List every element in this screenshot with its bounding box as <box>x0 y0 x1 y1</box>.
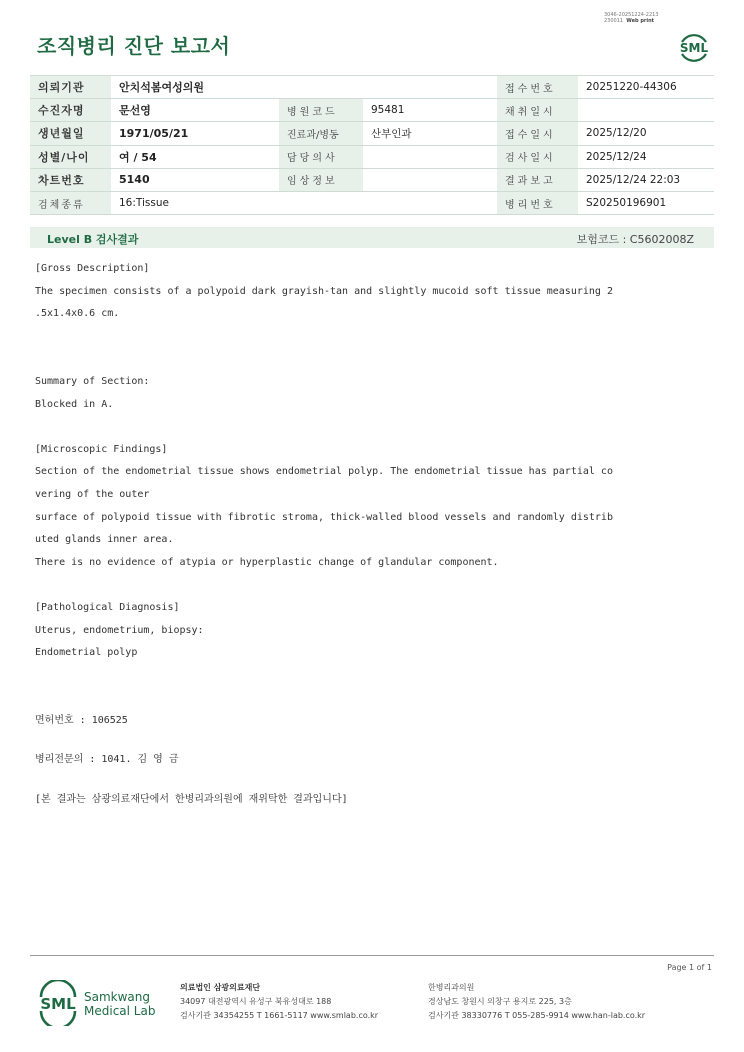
label-patient-name: 수진자명 <box>30 99 111 122</box>
footer-org-samkwang: 의료법인 삼광의료재단 34097 대전광역시 유성구 북유성대로 188 검사기관 34354255 T 1661-5117 www.smlab.co.kr <box>180 983 379 1020</box>
info-row <box>30 122 714 145</box>
sml-logo-icon <box>674 26 714 66</box>
label-receipt-number: 접수번호 <box>497 76 578 99</box>
result-section-bar <box>30 227 714 248</box>
label-collection-date: 채취일시 <box>497 99 578 122</box>
clinical-info <box>363 168 497 191</box>
label-clinical-info: 임상정보 <box>279 168 363 191</box>
label-department: 진료과/병동 <box>279 122 363 145</box>
gross-text: The specimen consists of a polypoid dark grayish-tan and slightly mucoid soft tissue measuring 2 <box>35 285 613 297</box>
page-number: Page 1 of 1 <box>667 963 712 972</box>
label-physician: 담당의사 <box>279 145 363 168</box>
label-birth-date: 생년월일 <box>30 122 111 145</box>
collection-date <box>578 99 714 122</box>
patient-name: 문선영 <box>111 99 279 122</box>
pathology-number: S20250196901 <box>578 191 714 214</box>
sex-age: 여 / 54 <box>111 145 279 168</box>
info-row <box>30 99 714 122</box>
svg-text:SML: SML <box>679 41 709 55</box>
gross-text: .5x1.4x0.6 cm. <box>35 308 120 320</box>
micro-text: vering of the outer <box>35 488 150 500</box>
report-title: 조직병리 진단 보고서 <box>37 34 231 58</box>
result-report: 2025/12/24 22:03 <box>578 168 714 191</box>
license-number: 면허번호 : 106525 <box>35 714 128 726</box>
footer-divider <box>30 955 714 956</box>
info-row <box>30 145 714 168</box>
micro-text: Section of the endometrial tissue shows endometrial polyp. The endometrial tissue has partial co <box>35 466 613 478</box>
label-sex-age: 성별/나이 <box>30 145 111 168</box>
outsourcing-note: [본 결과는 삼광의료재단에서 한병리과의원에 재위탁한 결과입니다] <box>35 794 348 806</box>
micro-text: uted glands inner area. <box>35 534 174 546</box>
label-test-date: 검사일시 <box>497 145 578 168</box>
summary-title: Summary of Section: <box>35 375 150 387</box>
footer-logo-name: Samkwang Medical Lab <box>84 990 156 1018</box>
label-chart-number: 차트번호 <box>30 168 111 191</box>
micro-text: There is no evidence of atypia or hyperplastic change of glandular component. <box>35 556 499 568</box>
physician <box>363 145 497 168</box>
department: 산부인과 <box>363 122 497 145</box>
test-date: 2025/12/24 <box>578 145 714 168</box>
micro-text: surface of polypoid tissue with fibrotic stroma, thick-walled blood vessels and randomly distrib <box>35 511 613 523</box>
print-code: 3046-20251224-2213 230011 Web print <box>604 12 659 24</box>
svg-text:SML: SML <box>40 995 76 1013</box>
gross-title: [Gross Description] <box>35 263 150 274</box>
diagnosis-title: [Pathological Diagnosis] <box>35 601 180 613</box>
chart-number: 5140 <box>111 168 279 191</box>
insurance-code: 보험코드 : C5602008Z <box>576 233 694 246</box>
receipt-date: 2025/12/20 <box>578 122 714 145</box>
report-body <box>35 258 675 812</box>
summary-text: Blocked in A. <box>35 398 114 410</box>
diagnosis-text: Uterus, endometrium, biopsy: <box>35 624 204 636</box>
receipt-number: 20251220-44306 <box>578 76 714 99</box>
info-row <box>30 191 714 214</box>
label-specimen-type: 검체종류 <box>30 191 111 214</box>
result-level: Level B 검사결과 <box>47 233 139 246</box>
label-pathology-number: 병리번호 <box>497 191 578 214</box>
specimen-type: 16:Tissue <box>111 191 279 214</box>
label-hospital-code: 병원코드 <box>279 99 363 122</box>
label-requesting-clinic: 의뢰기관 <box>30 76 111 99</box>
info-row <box>30 76 714 99</box>
patient-info-table <box>30 75 714 215</box>
hospital-code: 95481 <box>363 99 497 122</box>
sml-footer-logo-icon <box>36 980 80 1026</box>
micro-title: [Microscopic Findings] <box>35 443 168 455</box>
label-result-report: 결과보고 <box>497 168 578 191</box>
footer-org-han: 한병리과의원 경상남도 창원시 의창구 용지로 225, 3층 검사기관 38330776 T 055-285-9914 www.han-lab.co.kr <box>428 983 646 1020</box>
diagnosis-text: Endometrial polyp <box>35 647 138 659</box>
requesting-clinic: 안치석봄여성의원 <box>111 76 279 99</box>
info-row <box>30 168 714 191</box>
birth-date: 1971/05/21 <box>111 122 279 145</box>
label-receipt-date: 접수일시 <box>497 122 578 145</box>
pathologist: 병리전문의 : 1041. 김 영 금 <box>35 754 179 766</box>
footer-logo <box>36 980 166 1028</box>
